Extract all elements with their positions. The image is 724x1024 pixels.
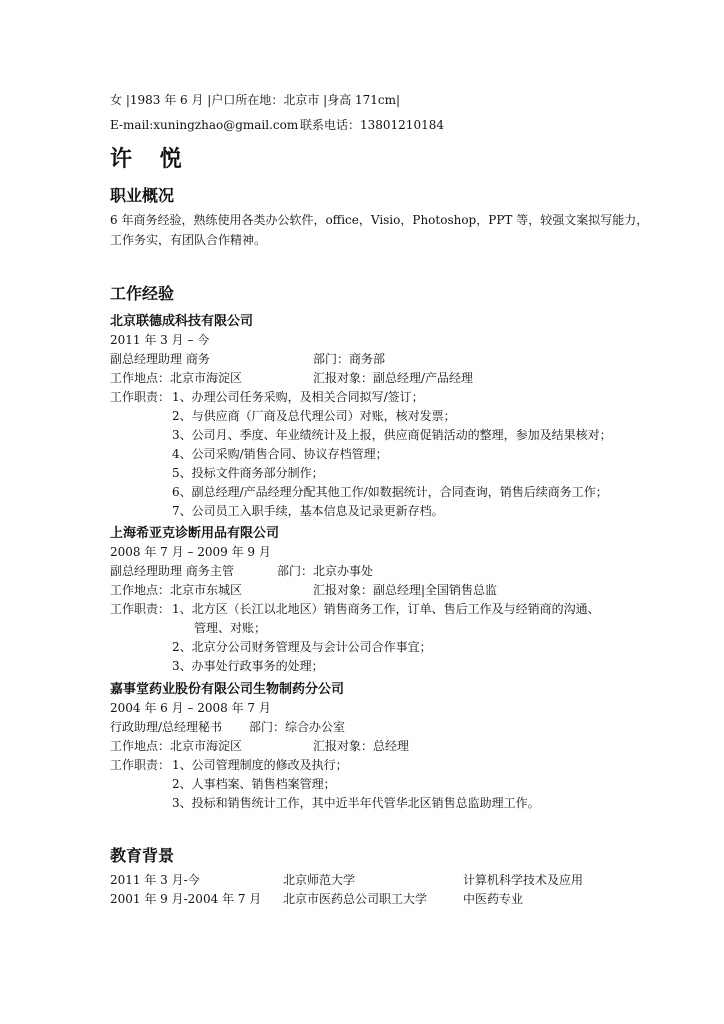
job-1-duty-6: 6、副总经理/产品经理分配其他工作/如数据统计，合同查询，销售后续商务工作； [172, 485, 608, 499]
job-3-duty-1: 1、公司管理制度的修改及执行； [172, 758, 348, 772]
job-1-duty-2: 2、与供应商（厂商及总代理公司）对账，核对发票； [172, 409, 456, 423]
phone-text: 联系电话：13801210184 [300, 118, 444, 132]
edu-2-period: 2001 年 9 月-2004 年 7 月 [110, 892, 262, 906]
job-1-position: 副总经理助理 商务 [110, 352, 210, 366]
edu-2-school: 北京市医药总公司职工大学 [283, 892, 428, 906]
personal-info-line: 女 |1983 年 6 月 |户口所在地：北京市 |身高 171cm| [110, 93, 401, 107]
job-3-duty-2: 2、人事档案、销售档案管理； [172, 777, 336, 791]
job-2-duty-2: 2、北京分公司财务管理及与会计公司合作事宜； [172, 640, 432, 654]
job-2-dept: 部门：北京办事处 [277, 564, 374, 578]
job-3-location: 工作地点：北京市海淀区 [110, 739, 243, 753]
job-1-dept: 部门：商务部 [313, 352, 386, 366]
job-2-position: 副总经理助理 商务主管 [110, 564, 234, 578]
job-1-location: 工作地点：北京市海淀区 [110, 371, 243, 385]
job-1-duty-4: 4、公司采购/销售合同、协议存档管理； [172, 447, 388, 461]
edu-2-major: 中医药专业 [463, 892, 524, 906]
job-3-report: 汇报对象：总经理 [313, 739, 410, 753]
job-1-report: 汇报对象：副总经理/产品经理 [313, 371, 474, 385]
job-2-duty-1-cont: 管理、对账； [194, 621, 267, 635]
job-1-duty-1: 1、办理公司任务采购，及相关合同拟写/签订； [172, 390, 424, 404]
job-1-period: 2011 年 3 月 – 今 [110, 333, 210, 347]
job-1-company: 北京联德成科技有限公司 [110, 314, 254, 329]
email-text: E-mail:xuningzhao@gmail.com [110, 118, 299, 132]
job-2-report: 汇报对象：副总经理|全国销售总监 [313, 583, 498, 597]
edu-1-major: 计算机科学技术及应用 [463, 873, 584, 887]
job-3-position: 行政助理/总经理秘书 [110, 720, 223, 734]
job-1-duty-5: 5、投标文件商务部分制作； [172, 466, 324, 480]
job-3-duty-3: 3、投标和销售统计工作，其中近半年代管华北区销售总监助理工作。 [172, 796, 540, 810]
job-2-period: 2008 年 7 月 – 2009 年 9 月 [110, 545, 271, 559]
job-2-company: 上海希亚克诊断用品有限公司 [110, 526, 280, 541]
summary-line-2: 工作务实，有团队合作精神。 [110, 233, 267, 247]
job-3-duty-label: 工作职责： [110, 758, 171, 772]
job-2-duty-1: 1、北方区（长江以北地区）销售商务工作，订单、售后工作及与经销商的沟通、 [172, 602, 600, 616]
edu-1-period: 2011 年 3 月-今 [110, 873, 200, 887]
job-1-duty-3: 3、公司月、季度、年业绩统计及上报，供应商促销活动的整理，参加及结果核对； [172, 428, 612, 442]
summary-heading: 职业概况 [110, 186, 175, 205]
job-2-duty-label: 工作职责： [110, 602, 171, 616]
experience-heading: 工作经验 [110, 284, 175, 303]
job-3-company: 嘉事堂药业股份有限公司生物制药分公司 [110, 682, 345, 697]
job-3-dept: 部门：综合办公室 [249, 720, 346, 734]
job-2-location: 工作地点：北京市东城区 [110, 583, 243, 597]
job-1-duty-label: 工作职责： [110, 390, 171, 404]
job-2-duty-3: 3、办事处行政事务的处理； [172, 659, 324, 673]
education-heading: 教育背景 [110, 846, 175, 865]
job-3-period: 2004 年 6 月 – 2008 年 7 月 [110, 701, 271, 715]
summary-line-1: 6 年商务经验，熟练使用各类办公软件，office，Visio，Photoshop，PPT 等，较强文案拟写能力， [110, 213, 649, 227]
edu-1-school: 北京师范大学 [283, 873, 356, 887]
job-1-duty-7: 7、公司员工入职手续，基本信息及记录更新存档。 [172, 504, 444, 518]
candidate-name: 许 悦 [110, 146, 192, 172]
